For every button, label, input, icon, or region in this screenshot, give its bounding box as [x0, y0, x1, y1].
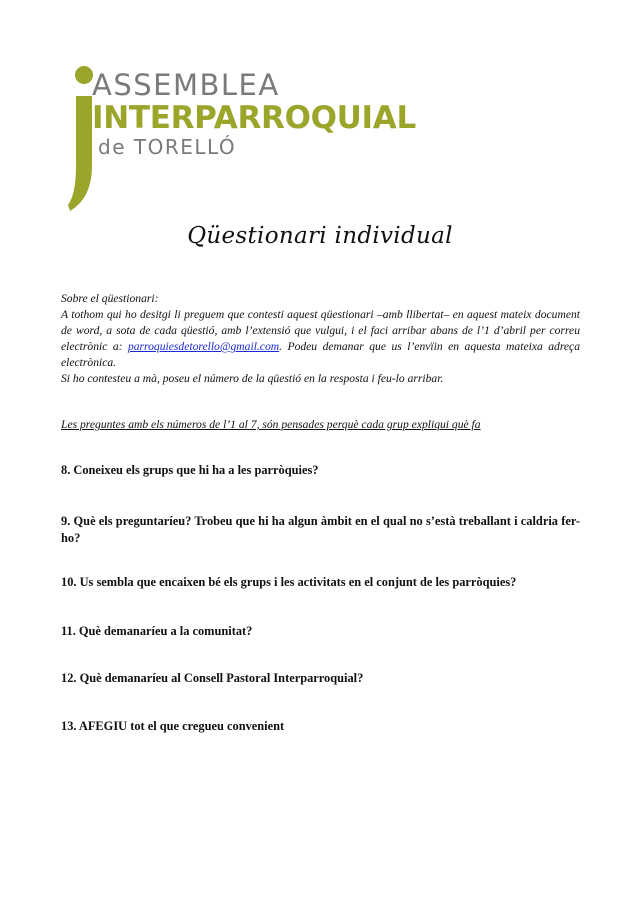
intro-hand-note: Si ho contesteu a mà, poseu el número de la qüestió en la resposta i feu-lo arribar.	[61, 372, 444, 385]
question-13: 13. AFEGIU tot el que cregueu convenient	[61, 719, 285, 733]
intro-body-text-after: . Podeu demanar que us l’envïin en aquesta mateixa adreça electrònica.	[61, 340, 580, 369]
question-12: 12. Què demanaríeu al Consell Pastoral Interparroquial?	[61, 671, 364, 685]
question-8: 8. Coneixeu els grups que hi ha a les parròquies?	[61, 463, 319, 477]
logo-line-torello: de TORELLÓ	[98, 135, 237, 159]
intro-heading: Sobre el qüestionari:	[61, 292, 159, 305]
question-10: 10. Us sembla que encaixen bé els grups i les activitats en el conjunt de les parròquies?	[61, 575, 517, 589]
logo	[64, 66, 424, 211]
intro-body	[61, 307, 580, 371]
intro-section	[61, 291, 580, 387]
logo-line-interparroquial: INTERPARROQUIAL	[92, 100, 416, 136]
question-11: 11. Què demanaríeu a la comunitat?	[61, 624, 253, 638]
groups-note: Les preguntes amb els números de l’1 al 7, són pensades perquè cada grup expliqui què fa	[61, 418, 481, 431]
page-title: Qüestionari individual	[187, 223, 453, 249]
logo-line-assemblea: ASSEMBLEA	[92, 68, 280, 102]
question-9: 9. Què els preguntaríeu? Trobeu que hi ha algun àmbit en el qual no s’està treballant i caldria fer-ho?	[61, 514, 580, 545]
intro-body-text: A tothom qui ho desitgi li preguem que contesti aquest qüestionari –amb llibertat– en aquest mateix document de word, a sota de cada qüestió, amb l’extensió que vulgui, i el faci arribar abans de l’1 d’abril per correu electrònic a:	[61, 308, 580, 353]
email-link[interactable]: parroquiesdetorello@gmail.com	[127, 340, 280, 353]
